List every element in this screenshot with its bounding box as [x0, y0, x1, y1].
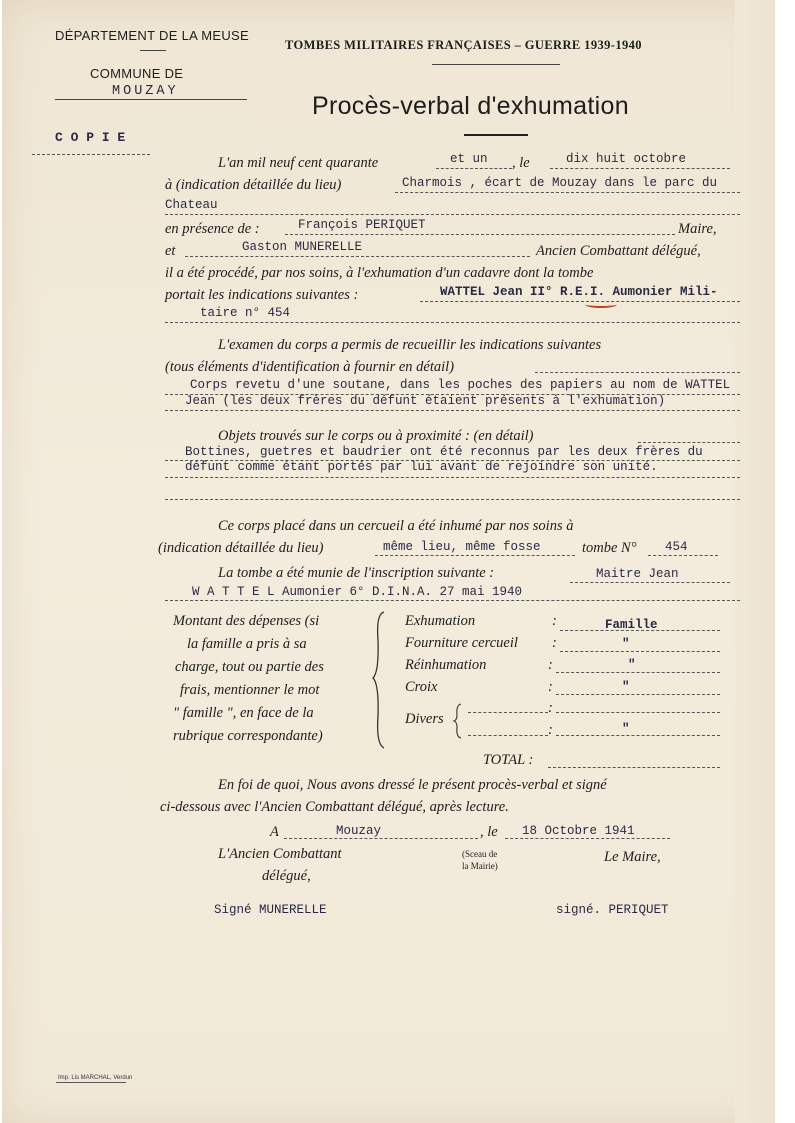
grave-indication-cont: taire n° 454	[200, 306, 291, 320]
year-line	[436, 168, 512, 169]
place-label: à (indication détaillée du lieu)	[165, 177, 342, 193]
expenses-brace	[370, 610, 390, 750]
inscription-line	[570, 582, 730, 583]
seal-note-1: (Sceau de	[462, 849, 498, 859]
tomb-number-label: tombe N°	[582, 540, 637, 556]
colon: :	[548, 657, 553, 673]
signature-veteran: Signé MUNERELLE	[214, 903, 327, 917]
indications-line-2	[165, 322, 740, 323]
date-line	[550, 168, 730, 169]
place-value-cont: Chateau	[165, 198, 218, 212]
objects-text: Objets trouvés sur le corps ou à proximité : (en détail)	[218, 428, 534, 444]
signing-date: 18 Octobre 1941	[522, 824, 635, 838]
exam-line-3	[165, 410, 740, 411]
exam-line	[535, 372, 740, 373]
expenses-note-line: la famille a pris à sa	[187, 636, 307, 652]
closing-text-2: ci-dessous avec l'Ancien Combattant délégué, après lecture.	[160, 799, 509, 815]
colon: :	[552, 613, 557, 629]
title-rule	[464, 134, 528, 136]
veteran-label: Ancien Combattant délégué,	[536, 243, 701, 259]
expense-value-divers: "	[622, 722, 630, 736]
signing-place-line	[284, 838, 478, 839]
paper-edge	[735, 0, 775, 1123]
place-prefix: A	[270, 824, 279, 840]
place-value: Charmois , écart de Mouzay dans le parc du	[402, 176, 718, 190]
burial-place-line	[375, 555, 575, 556]
divers-line-2	[468, 735, 548, 736]
colon: :	[548, 679, 553, 695]
objects-line-4	[165, 499, 740, 500]
veteran-title-1: L'Ancien Combattant	[218, 846, 342, 862]
red-underline-mark	[585, 301, 617, 308]
tomb-number-value: 454	[665, 540, 688, 554]
commune-underline	[55, 99, 247, 100]
burial-text: Ce corps placé dans un cercueil a été inhumé par nos soins à	[218, 518, 574, 534]
commune-name: MOUZAY	[112, 84, 179, 99]
date-label: , le	[512, 155, 530, 171]
total-label: TOTAL :	[483, 752, 534, 768]
divers-brace	[452, 703, 464, 739]
mayor-label: Maire,	[678, 221, 717, 237]
veteran-title-2: délégué,	[262, 868, 311, 884]
copie-stamp: C O P I E	[55, 130, 126, 145]
signing-place: Mouzay	[336, 824, 382, 838]
mayor-line	[285, 234, 675, 235]
exam-subtext: (tous éléments d'identification à fournir en détail)	[165, 359, 455, 375]
departement-label: DÉPARTEMENT DE LA MEUSE	[55, 28, 250, 43]
series-rule	[432, 64, 560, 65]
place-line	[395, 192, 740, 193]
signature-mayor: signé. PERIQUET	[556, 903, 669, 917]
exam-value-2: Jean (les deux frères du défunt étaient présents à l'exhumation)	[185, 394, 666, 408]
date-value: dix huit octobre	[566, 152, 687, 166]
veteran-name: Gaston MUNERELLE	[242, 240, 363, 254]
expenses-note-line: " famille ", en face de la	[173, 705, 314, 721]
place-line-2	[165, 214, 740, 215]
objects-value-2: défunt comme étant portés par lui avant de rejoindre son unité.	[185, 460, 658, 474]
indications-line	[420, 301, 740, 302]
colon: :	[552, 635, 557, 651]
expense-label-croix: Croix	[405, 679, 438, 695]
expense-line	[556, 694, 720, 695]
signing-date-line	[505, 838, 670, 839]
commune-label: COMMUNE DE	[90, 66, 184, 81]
expense-line	[556, 712, 720, 713]
copie-underline	[32, 154, 150, 155]
expense-value-cercueil: "	[622, 637, 630, 651]
expense-line	[560, 630, 720, 631]
series-title: TOMBES MILITAIRES FRANÇAISES – GUERRE 1939-1940	[285, 38, 642, 52]
year-value: et un	[450, 152, 488, 166]
document-title: Procès-verbal d'exhumation	[312, 92, 629, 120]
objects-value-1: Bottines, guetres et baudrier ont été reconnus par les deux frères du	[185, 445, 703, 459]
expense-value-croix: "	[622, 680, 630, 694]
exam-value-1: Corps revetu d'une soutane, dans les poches des papiers au nom de WATTEL	[190, 378, 731, 392]
expense-line	[556, 735, 720, 736]
burial-place-value: même lieu, même fosse	[383, 540, 541, 554]
expense-value-reinhumation: "	[628, 658, 636, 672]
seal-note-2: la Mairie)	[462, 861, 498, 871]
mayor-title: Le Maire,	[604, 849, 661, 865]
tomb-number-line	[648, 555, 718, 556]
objects-line	[638, 442, 740, 443]
colon: :	[548, 722, 553, 738]
expense-label-reinhumation: Réinhumation	[405, 657, 487, 673]
year-label: L'an mil neuf cent quarante	[218, 155, 379, 171]
exam-text: L'examen du corps a permis de recueillir les indications suivantes	[218, 337, 602, 353]
divers-line-1	[468, 712, 548, 713]
expenses-note-line: frais, mentionner le mot	[180, 682, 320, 698]
expense-line	[556, 672, 720, 673]
expense-value-exhumation: Famille	[605, 618, 658, 632]
inscription-value-2: W A T T E L Aumonier 6° D.I.N.A. 27 mai 1940	[192, 585, 523, 599]
expenses-note-line: charge, tout ou partie des	[175, 659, 324, 675]
indications-label: portait les indications suivantes :	[165, 287, 359, 303]
burial-place-label: (indication détaillée du lieu)	[158, 540, 324, 556]
total-line	[548, 767, 720, 768]
objects-line-3	[165, 477, 740, 478]
printer-imprint: Imp. Lis MARCHAL, Verdun	[58, 1075, 133, 1081]
expenses-note-line: rubrique correspondante)	[173, 728, 323, 744]
expenses-note-line: Montant des dépenses (si	[173, 613, 320, 629]
veteran-line	[185, 256, 530, 257]
expense-label-divers: Divers	[405, 711, 444, 727]
colon: :	[548, 700, 553, 716]
inscription-label: La tombe a été munie de l'inscription suivante :	[218, 565, 495, 581]
procedure-text: il a été procédé, par nos soins, à l'exhumation d'un cadavre dont la tombe	[165, 265, 594, 281]
inscription-value-1: Maitre Jean	[596, 567, 679, 581]
grave-indication: WATTEL Jean II° R.E.I. Aumonier Mili-	[440, 285, 718, 299]
and-label: et	[165, 243, 176, 259]
presence-label: en présence de :	[165, 221, 260, 237]
expense-label-exhumation: Exhumation	[405, 613, 476, 629]
header-rule	[140, 50, 166, 51]
closing-text-1: En foi de quoi, Nous avons dressé le présent procès-verbal et signé	[218, 777, 607, 793]
expense-label-cercueil: Fourniture cercueil	[405, 635, 518, 651]
date-prefix: , le	[480, 824, 498, 840]
mayor-name: François PERIQUET	[298, 218, 426, 232]
expense-line	[560, 651, 720, 652]
imprint-rule	[56, 1082, 126, 1083]
inscription-line-2	[165, 600, 740, 601]
